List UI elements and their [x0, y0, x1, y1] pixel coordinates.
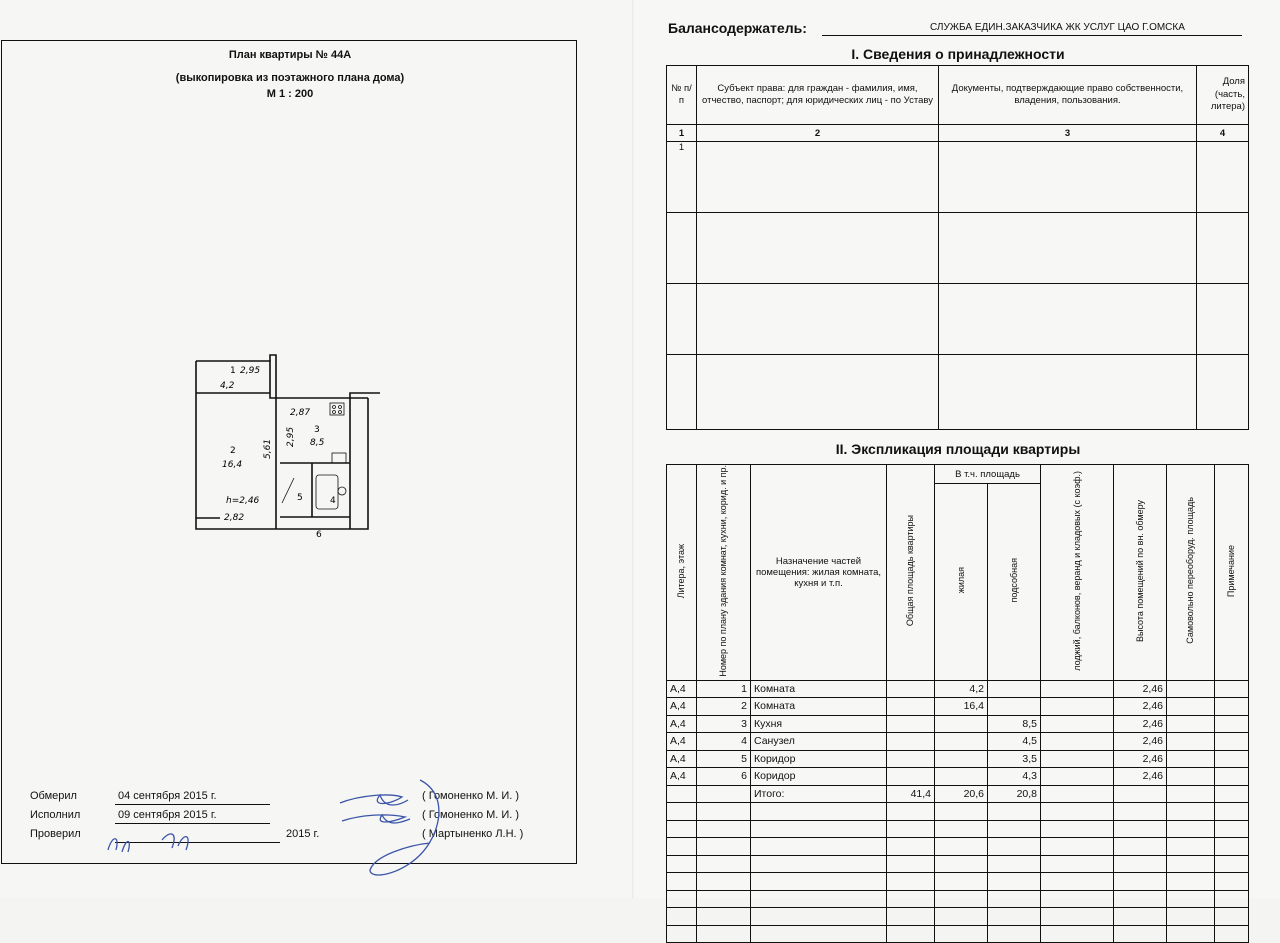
explication-empty-cell: [697, 820, 751, 838]
explication-empty-cell: [667, 873, 697, 891]
explication-empty-cell: [988, 873, 1041, 891]
explication-empty-cell: [751, 890, 887, 908]
explication-cell-litera: А,4: [667, 680, 697, 698]
explication-empty-cell: [751, 820, 887, 838]
ownership-cell: [939, 355, 1197, 430]
explication-cell-purpose: Санузел: [751, 733, 887, 751]
explication-row: [667, 698, 1249, 716]
sig-name-measured: ( Гомоненко М. И. ): [422, 790, 520, 802]
ownership-cell: [697, 355, 939, 430]
explication-cell-purpose: Коридор: [751, 768, 887, 786]
explication-cell-total: [887, 698, 935, 716]
explication-empty-cell: [988, 820, 1041, 838]
explication-cell-litera: [667, 785, 697, 803]
explication-empty-cell: [887, 873, 935, 891]
explication-empty-cell: [935, 908, 988, 926]
holder-label: Балансодержатель:: [668, 20, 807, 36]
section2-title: II. Экспликация площади квартиры: [835, 441, 1081, 457]
sig-name-checked: ( Мартыненко Л.Н. ): [422, 828, 524, 840]
explication-empty-cell: [1041, 873, 1114, 891]
ownership-cell: [667, 284, 697, 355]
explication-cell-living: [935, 715, 988, 733]
ownership-cell: [1197, 142, 1249, 213]
explication-empty-cell: [1041, 925, 1114, 943]
explication-empty-cell: [1167, 925, 1215, 943]
explication-table: [666, 464, 1249, 943]
explication-empty-cell: [697, 873, 751, 891]
sig-role-executed: Исполнил: [30, 809, 81, 821]
explication-cell-litera: А,4: [667, 715, 697, 733]
explication-empty-cell: [667, 890, 697, 908]
ownership-header: Доля (часть, литера): [1197, 66, 1249, 125]
explication-cell-height: 2,46: [1114, 715, 1167, 733]
explication-empty-cell: [1114, 803, 1167, 821]
section1-title: I. Сведения о принадлежности: [851, 46, 1065, 62]
explication-empty-cell: [751, 925, 887, 943]
explication-cell-aux: 4,5: [988, 733, 1041, 751]
plan-scale: М 1 : 200: [266, 88, 314, 100]
header-aux: подсобная: [988, 484, 1041, 681]
ownership-cell: [697, 213, 939, 284]
explication-empty-cell: [1167, 855, 1215, 873]
explication-cell-note: [1215, 750, 1249, 768]
explication-empty-cell: [751, 908, 887, 926]
explication-cell-note: [1215, 680, 1249, 698]
explication-empty-cell: [1167, 838, 1215, 856]
explication-cell-height: 2,46: [1114, 680, 1167, 698]
explication-cell-aux: 8,5: [988, 715, 1041, 733]
ownership-row: [667, 355, 1249, 430]
explication-empty-cell: [887, 890, 935, 908]
explication-cell-total: [887, 733, 935, 751]
explication-cell-note: [1215, 715, 1249, 733]
explication-empty-row: [667, 803, 1249, 821]
ownership-cell: [1197, 213, 1249, 284]
explication-empty-cell: [1215, 838, 1249, 856]
explication-cell-purpose: Кухня: [751, 715, 887, 733]
explication-empty-row: [667, 820, 1249, 838]
explication-empty-cell: [887, 803, 935, 821]
explication-cell-self: [1167, 785, 1215, 803]
explication-cell-self: [1167, 733, 1215, 751]
explication-cell-no: 3: [697, 715, 751, 733]
explication-cell-living: [935, 750, 988, 768]
explication-empty-cell: [1041, 820, 1114, 838]
explication-cell-purpose: Коридор: [751, 750, 887, 768]
explication-empty-cell: [935, 838, 988, 856]
col-number: 3: [939, 125, 1197, 142]
sig-role-checked: Проверил: [30, 828, 81, 840]
explication-empty-row: [667, 890, 1249, 908]
ownership-row: [667, 142, 1249, 213]
holder-underline: [822, 35, 1242, 36]
explication-cell-litera: А,4: [667, 768, 697, 786]
explication-empty-cell: [935, 855, 988, 873]
explication-empty-cell: [667, 908, 697, 926]
header-living: жилая: [935, 484, 988, 681]
explication-cell-living: 16,4: [935, 698, 988, 716]
explication-row: [667, 680, 1249, 698]
explication-empty-cell: [697, 908, 751, 926]
sig-role-measured: Обмерил: [30, 790, 77, 802]
sig-date-executed: 09 сентября 2015 г.: [118, 809, 217, 821]
explication-cell-aux: 20,8: [988, 785, 1041, 803]
explication-empty-cell: [1114, 890, 1167, 908]
explication-empty-cell: [935, 820, 988, 838]
explication-empty-cell: [988, 855, 1041, 873]
ownership-cell: [939, 284, 1197, 355]
sig-date-measured: 04 сентября 2015 г.: [118, 790, 217, 802]
room1-number: 1: [230, 366, 236, 376]
explication-cell-litera: А,4: [667, 750, 697, 768]
explication-empty-cell: [988, 925, 1041, 943]
explication-empty-cell: [1114, 820, 1167, 838]
room5-number: 5: [297, 493, 303, 503]
explication-empty-cell: [887, 908, 935, 926]
header-self: Самовольно переоборуд. площадь: [1167, 465, 1215, 681]
explication-cell-purpose: Комната: [751, 680, 887, 698]
explication-cell-living: [935, 733, 988, 751]
ownership-table: [666, 65, 1249, 430]
explication-empty-cell: [667, 820, 697, 838]
explication-empty-cell: [1215, 890, 1249, 908]
explication-cell-total: [887, 715, 935, 733]
explication-cell-purpose: Итого:: [751, 785, 887, 803]
ownership-cell: [697, 142, 939, 213]
explication-empty-cell: [667, 838, 697, 856]
explication-cell-total: [887, 680, 935, 698]
length-label: 5,61: [263, 438, 273, 459]
explication-cell-note: [1215, 698, 1249, 716]
ownership-row: [667, 213, 1249, 284]
ownership-header: Документы, подтверждающие право собственности, владения, пользования.: [939, 66, 1197, 125]
explication-empty-row: [667, 855, 1249, 873]
explication-cell-total: [887, 750, 935, 768]
explication-cell-aux: 4,3: [988, 768, 1041, 786]
explication-cell-loggia: [1041, 785, 1114, 803]
explication-cell-loggia: [1041, 698, 1114, 716]
explication-cell-self: [1167, 680, 1215, 698]
explication-cell-no: 2: [697, 698, 751, 716]
ownership-cell: [1197, 284, 1249, 355]
explication-cell-purpose: Комната: [751, 698, 887, 716]
explication-cell-no: 4: [697, 733, 751, 751]
explication-empty-cell: [751, 803, 887, 821]
explication-empty-cell: [751, 855, 887, 873]
room2-dim: 2,82: [224, 513, 245, 523]
explication-empty-cell: [1114, 908, 1167, 926]
header-room-no: Номер по плану здания комнат, кухни, корид. и пр.: [697, 465, 751, 681]
room6-number: 6: [316, 530, 322, 540]
explication-cell-note: [1215, 785, 1249, 803]
header-note: Примечание: [1215, 465, 1249, 681]
ownership-header: № п/п: [667, 66, 697, 125]
explication-cell-aux: [988, 680, 1041, 698]
header-purpose: Назначение частей помещения: жилая комната, кухня и т.п.: [751, 465, 887, 681]
explication-empty-cell: [1215, 803, 1249, 821]
explication-row: [667, 733, 1249, 751]
explication-cell-loggia: [1041, 750, 1114, 768]
explication-cell-no: 6: [697, 768, 751, 786]
explication-empty-cell: [697, 838, 751, 856]
explication-empty-cell: [1114, 873, 1167, 891]
explication-empty-cell: [1167, 803, 1215, 821]
sig-name-executed: ( Гомоненко М. И. ): [422, 809, 520, 821]
ownership-header: Субъект права: для граждан - фамилия, имя, отчество, паспорт; для юридических лиц - по Уставу: [697, 66, 939, 125]
explication-cell-no: 5: [697, 750, 751, 768]
explication-cell-note: [1215, 768, 1249, 786]
explication-cell-height: 2,46: [1114, 733, 1167, 751]
explication-empty-cell: [1114, 925, 1167, 943]
explication-cell-height: 2,46: [1114, 768, 1167, 786]
explication-empty-cell: [1114, 838, 1167, 856]
explication-empty-cell: [697, 925, 751, 943]
kitchen-depth-label: 2,95: [286, 426, 296, 447]
explication-cell-living: 20,6: [935, 785, 988, 803]
explication-empty-cell: [1041, 803, 1114, 821]
explication-empty-cell: [935, 873, 988, 891]
explication-empty-cell: [988, 890, 1041, 908]
explication-empty-cell: [988, 803, 1041, 821]
explication-cell-aux: [988, 698, 1041, 716]
plan-subtitle: (выкопировка из поэтажного плана дома): [175, 72, 405, 84]
explication-empty-cell: [697, 855, 751, 873]
explication-empty-cell: [1215, 855, 1249, 873]
ownership-row: [667, 284, 1249, 355]
explication-empty-cell: [988, 908, 1041, 926]
ownership-cell: [667, 213, 697, 284]
header-height: Высота помещений по вн. обмеру: [1114, 465, 1167, 681]
explication-empty-cell: [751, 873, 887, 891]
room2-number: 2: [230, 446, 236, 456]
explication-cell-no: 1: [697, 680, 751, 698]
explication-cell-total: 41,4: [887, 785, 935, 803]
explication-cell-loggia: [1041, 733, 1114, 751]
explication-empty-cell: [1167, 890, 1215, 908]
explication-cell-litera: А,4: [667, 698, 697, 716]
ownership-cell: [697, 284, 939, 355]
explication-empty-cell: [667, 855, 697, 873]
explication-cell-litera: А,4: [667, 733, 697, 751]
explication-cell-height: 2,46: [1114, 698, 1167, 716]
room4-number: 4: [330, 496, 336, 506]
explication-empty-cell: [887, 855, 935, 873]
explication-cell-loggia: [1041, 768, 1114, 786]
explication-cell-height: [1114, 785, 1167, 803]
floor-plan-drawing: [190, 353, 380, 553]
explication-rows: [667, 680, 1249, 943]
explication-empty-cell: [1167, 908, 1215, 926]
explication-cell-no: [697, 785, 751, 803]
explication-empty-cell: [667, 803, 697, 821]
ownership-cell: 1: [667, 142, 697, 213]
explication-cell-self: [1167, 715, 1215, 733]
explication-cell-living: 4,2: [935, 680, 988, 698]
col-number: 1: [667, 125, 697, 142]
explication-empty-cell: [697, 890, 751, 908]
handwritten-signature: [330, 775, 510, 885]
explication-row: [667, 768, 1249, 786]
room3-dim: 2,87: [290, 408, 311, 418]
explication-empty-cell: [887, 820, 935, 838]
room1-dim: 2,95: [240, 366, 261, 376]
ownership-cell: [1197, 355, 1249, 430]
room3-number: 3: [314, 425, 320, 435]
col-number: 2: [697, 125, 939, 142]
explication-empty-cell: [1041, 855, 1114, 873]
explication-empty-row: [667, 908, 1249, 926]
plan-title: План квартиры № 44А: [228, 49, 352, 61]
check-date-handwriting: [100, 820, 200, 865]
explication-empty-cell: [935, 803, 988, 821]
explication-empty-cell: [887, 925, 935, 943]
explication-empty-cell: [1114, 855, 1167, 873]
explication-empty-cell: [1167, 820, 1215, 838]
explication-empty-cell: [935, 890, 988, 908]
explication-empty-cell: [1215, 925, 1249, 943]
explication-empty-row: [667, 873, 1249, 891]
header-loggia: лоджий, балконов, веранд и кладовых (с коэф.): [1041, 465, 1114, 681]
explication-empty-cell: [988, 838, 1041, 856]
explication-empty-cell: [1041, 908, 1114, 926]
room3-area: 8,5: [310, 438, 325, 448]
explication-cell-loggia: [1041, 680, 1114, 698]
explication-empty-row: [667, 838, 1249, 856]
explication-empty-cell: [1041, 890, 1114, 908]
explication-empty-cell: [697, 803, 751, 821]
explication-row: [667, 715, 1249, 733]
explication-cell-note: [1215, 733, 1249, 751]
explication-cell-self: [1167, 698, 1215, 716]
explication-cell-height: 2,46: [1114, 750, 1167, 768]
sig-line: [115, 804, 270, 805]
explication-empty-cell: [887, 838, 935, 856]
explication-empty-row: [667, 925, 1249, 943]
explication-cell-living: [935, 768, 988, 786]
explication-cell-self: [1167, 768, 1215, 786]
height-label: h=2,46: [226, 496, 260, 506]
explication-empty-cell: [1167, 873, 1215, 891]
explication-empty-cell: [1215, 873, 1249, 891]
explication-cell-total: [887, 768, 935, 786]
explication-empty-cell: [751, 838, 887, 856]
room1-area: 4,2: [220, 381, 235, 391]
header-incl: В т.ч. площадь: [935, 465, 1041, 484]
explication-empty-cell: [935, 925, 988, 943]
header-total: Общая площадь квартиры: [887, 465, 935, 681]
explication-empty-cell: [1215, 908, 1249, 926]
explication-row: [667, 750, 1249, 768]
explication-empty-cell: [1041, 838, 1114, 856]
explication-row: [667, 785, 1249, 803]
room2-area: 16,4: [222, 460, 243, 470]
header-litera: Литера, этаж: [667, 465, 697, 681]
explication-cell-aux: 3,5: [988, 750, 1041, 768]
explication-cell-loggia: [1041, 715, 1114, 733]
ownership-cell: [939, 213, 1197, 284]
ownership-cell: [667, 355, 697, 430]
explication-empty-cell: [667, 925, 697, 943]
col-number: 4: [1197, 125, 1249, 142]
explication-cell-self: [1167, 750, 1215, 768]
holder-value: СЛУЖБА ЕДИН.ЗАКАЗЧИКА ЖК УСЛУГ ЦАО Г.ОМСКА: [930, 22, 1185, 33]
explication-empty-cell: [1215, 820, 1249, 838]
ownership-cell: [939, 142, 1197, 213]
sig-date-checked: 2015 г.: [286, 828, 320, 840]
